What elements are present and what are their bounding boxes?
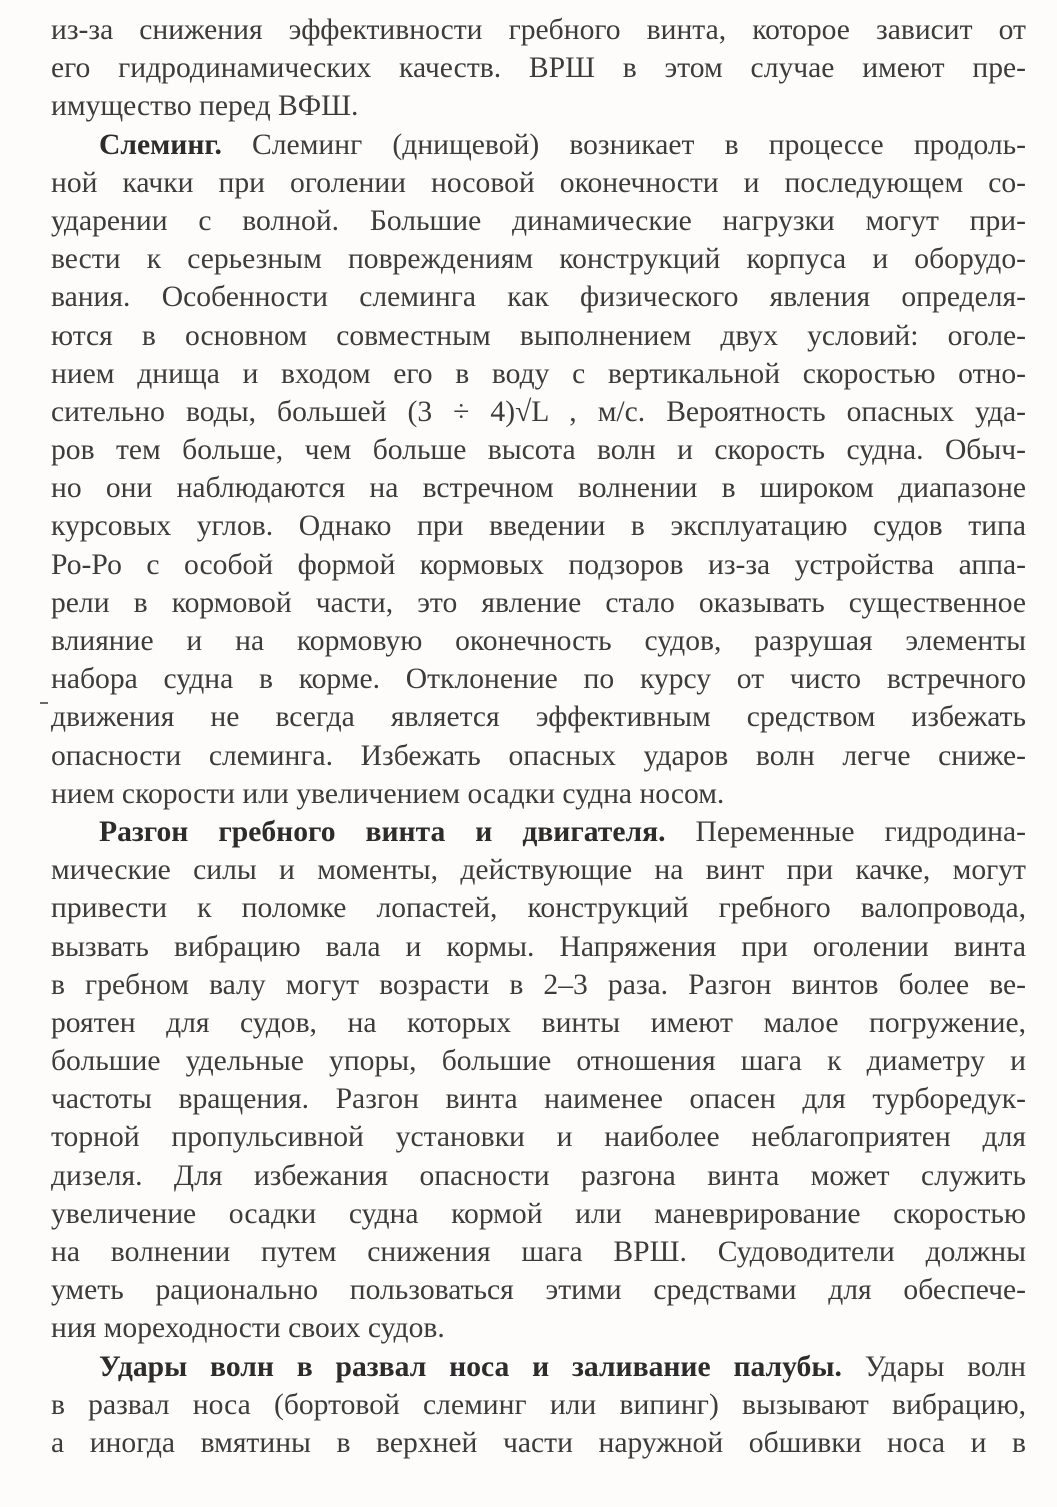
text-line: опасности слеминга. Избежать опасных ударов волн легче сниже- [51,739,1026,772]
paragraph-first-line [51,1348,1026,1386]
text-line: на волнении путем снижения шага ВРШ. Судоводители должны [51,1236,1026,1268]
text-line: нием днища и входом его в воду с вертикальной скоростью отно- [51,357,1026,390]
section-heading-bow-flare-impact: Удары волн в развал носа и заливание палубы. [99,1350,842,1383]
text-line: привести к поломке лопастей, конструкций гребного валопровода, [51,892,1026,925]
text-line: большие удельные упоры, большие отношения шага к диаметру и [51,1045,1026,1078]
text-line: из-за снижения эффективности гребного винта, которое зависит от [51,14,1026,46]
text-line-formula: сительно воды, большей (3 ÷ 4)√L , м/с. Вероятность опасных уда- [51,395,1026,428]
text-line: движения не всегда является эффективным средством избежать [51,701,1026,734]
text-line: но они наблюдаются на встречном волнении в широком диапазоне [51,472,1026,505]
text-line: частоты вращения. Разгон винта наименее опасен для турборедук- [51,1083,1026,1116]
text-line: дизеля. Для избежания опасности разгона винта может служить [51,1159,1026,1192]
text-line: а иногда вмятины в верхней части наружной обшивки носа и в [51,1426,1026,1459]
text-line: ударении с волной. Большие динамические нагрузки могут при- [51,204,1026,237]
text-line: набора судна в корме. Отклонение по курсу от чисто встречного [51,663,1026,696]
text-line: ния мореходности своих судов. [51,1312,445,1345]
paragraph-first-line [51,813,1026,851]
text-line: уметь рационально пользоваться этими средствами для обеспече- [51,1274,1026,1307]
paragraph-first-line [51,126,1026,164]
text-line: нием скорости или увеличением осадки судна носом. [51,777,725,810]
section-heading-propeller-racing: Разгон гребного винта и двигателя. [99,815,666,848]
text-line: имущество перед ВФШ. [51,90,359,123]
text-line: в гребном валу могут возрасти в 2–3 раза. Разгон винтов более ве- [51,968,1026,1001]
body-text [51,0,1026,1462]
text-run: Слеминг (днищевой) возникает в процессе продоль- [221,128,1026,161]
text-run: Переменные гидродина- [665,815,1026,848]
text-line: его гидродинамических качеств. ВРШ в этом случае имеют пре- [51,52,1026,85]
text-line: в развал носа (бортовой слеминг или випинг) вызывают вибрацию, [51,1388,1026,1421]
text-line: роятен для судов, на которых винты имеют малое погружение, [51,1006,1026,1039]
text-line: ров тем больше, чем больше высота волн и скорость судна. Обыч- [51,434,1026,467]
text-line: мические силы и моменты, действующие на винт при качке, могут [51,854,1026,887]
text-line: влияние и на кормовую оконечность судов, разрушая элементы [51,625,1026,657]
section-heading-slamming: Слеминг. [99,128,222,161]
text-line: курсовых углов. Однако при введении в эксплуатацию судов типа [51,510,1026,543]
text-line: ной качки при оголении носовой оконечности и последующем со- [51,166,1026,199]
text-line: Ро-Ро с особой формой кормовых подзоров из-за устройства аппа- [51,548,1026,581]
text-line: вести к серьезным повреждениям конструкций корпуса и оборудо- [51,243,1026,276]
margin-dash [40,702,48,704]
text-line: вания. Особенности слеминга как физического явления определя- [51,281,1026,314]
text-run: Удары волн [841,1350,1026,1383]
text-line: ются в основном совместным выполнением двух условий: оголе- [51,319,1026,352]
text-line: торной пропульсивной установки и наиболее неблагоприятен для [51,1121,1026,1154]
text-line: рели в кормовой части, это явление стало оказывать существенное [51,586,1026,619]
text-line: вызвать вибрацию вала и кормы. Напряжения при оголении винта [51,930,1026,963]
text-line: увеличение осадки судна кормой или маневрирование скоростью [51,1197,1026,1230]
